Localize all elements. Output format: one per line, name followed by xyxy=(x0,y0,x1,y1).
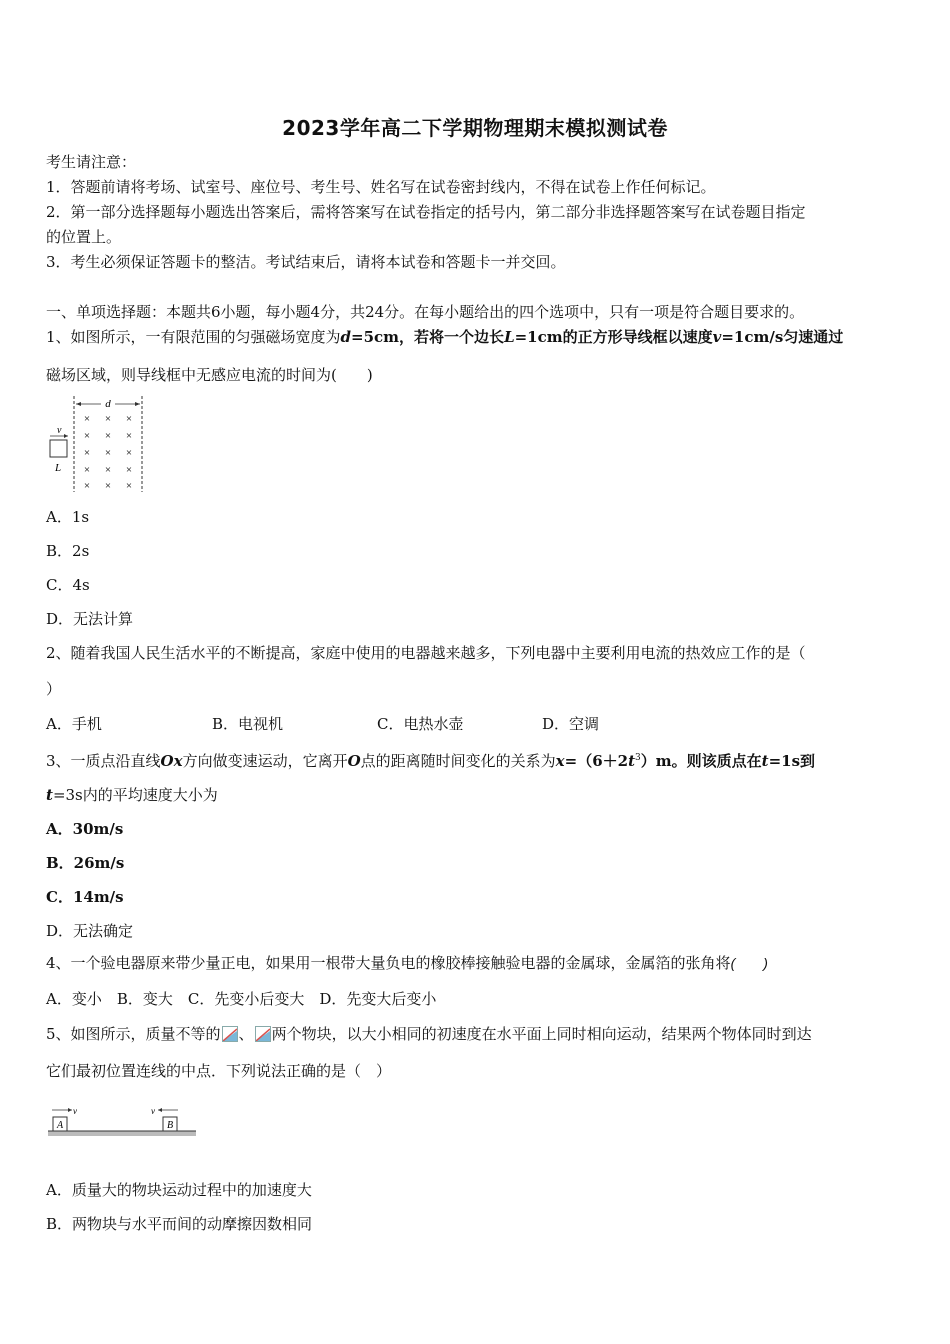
section-heading: 一、单项选择题：本题共6小题，每小题4分，共24分。在每小题给出的四个选项中，只有一项是符合题目要求的。 xyxy=(46,303,805,321)
q1-option-b: B．2s xyxy=(46,542,90,560)
field-mark: × xyxy=(83,447,91,459)
q3-line2: t=3s内的平均速度大小为 xyxy=(46,786,218,804)
field-mark: × xyxy=(83,430,91,442)
q5-option-b: B．两物块与水平而间的动摩擦因数相同 xyxy=(46,1215,313,1233)
q5-line1: 5、如图所示，质量不等的 、 两个物块，以大小相同的初速度在水平面上同时相向运动，结果两个物体同时到达 xyxy=(46,1025,812,1043)
field-mark: × xyxy=(83,480,91,492)
q5-option-a: A．质量大的物块运动过程中的加速度大 xyxy=(46,1181,312,1199)
label-L: L xyxy=(55,462,62,474)
q5-line2: 它们最初位置连线的中点．下列说法正确的是（ ） xyxy=(46,1062,392,1080)
q1-option-a: A．1s xyxy=(46,508,90,526)
q4-options: A．变小 B．变大 C．先变小后变大 D．先变大后变小 xyxy=(46,990,437,1008)
field-mark: × xyxy=(125,464,133,476)
notice-heading: 考生请注意： xyxy=(46,153,137,171)
notice-item-1: 1．答题前请将考场、试室号、座位号、考生号、姓名写在试卷密封线内，不得在试卷上作任何标记。 xyxy=(46,178,716,196)
label-d: d xyxy=(105,398,111,410)
ground xyxy=(48,1131,196,1136)
label-v: v xyxy=(151,1106,155,1116)
q2-option-c: C．电热水壶 xyxy=(377,715,464,733)
q1-line2: 磁场区域，则导线框中无感应电流的时间为( ) xyxy=(46,366,373,384)
page-title: 2023学年高二下学期物理期末模拟测试卷 xyxy=(282,116,668,140)
field-mark: × xyxy=(104,413,112,425)
q2-option-d: D．空调 xyxy=(542,715,600,733)
q2-line1: 2、随着我国人民生活水平的不断提高，家庭中使用的电器越来越多，下列电器中主要利用电流的热效应工作的是（ xyxy=(46,644,806,662)
q1-line1: 1、如图所示，一有限范围的匀强磁场宽度为d=5cm，若将一个边长L=1cm的正方形导线框以速度v=1cm/s匀速通过 xyxy=(46,328,844,346)
label-v: v xyxy=(57,425,62,436)
field-mark: × xyxy=(125,447,133,459)
notice-item-3: 3．考生必须保证答题卡的整洁。考试结束后，请将本试卷和答题卡一并交回。 xyxy=(46,253,566,271)
field-mark: × xyxy=(125,413,133,425)
label-a: A xyxy=(56,1120,64,1131)
field-mark: × xyxy=(125,430,133,442)
label-b: B xyxy=(166,1120,174,1131)
q3-option-b: B．26m/s xyxy=(46,854,125,872)
block-b-icon xyxy=(255,1026,271,1042)
magnetic-field-figure xyxy=(46,394,150,494)
q3-option-d: D．无法确定 xyxy=(46,922,134,940)
q3-option-a: A．30m/s xyxy=(46,820,124,838)
q1-option-c: C．4s xyxy=(46,576,90,594)
square-loop xyxy=(50,440,67,457)
q4-line1: 4、一个验电器原来带少量正电，如果用一根带大量负电的橡胶棒接触验电器的金属球，金属箔的张角将( ) xyxy=(46,954,768,972)
field-mark: × xyxy=(104,447,112,459)
label-v: v xyxy=(73,1106,77,1116)
field-mark: × xyxy=(104,480,112,492)
q3-option-c: C．14m/s xyxy=(46,888,124,906)
blocks-figure xyxy=(46,1104,198,1142)
q2-line2: ） xyxy=(46,680,62,698)
field-mark: × xyxy=(104,464,112,476)
notice-item-2-cont: 的位置上。 xyxy=(46,228,122,246)
q2-option-a: A．手机 xyxy=(46,715,102,733)
field-mark: × xyxy=(125,480,133,492)
q3-line1: 3、一质点沿直线Ox方向做变速运动，它离开O点的距离随时间变化的关系为$x=(6+2t^3)m$。则该质点在t=1s到 xyxy=(46,752,816,770)
field-mark: × xyxy=(104,430,112,442)
field-mark: × xyxy=(83,413,91,425)
q1-option-d: D．无法计算 xyxy=(46,610,134,628)
notice-item-2: 2．第一部分选择题每小题选出答案后，需将答案写在试卷指定的括号内，第二部分非选择题答案写在试卷题目指定 xyxy=(46,203,806,221)
block-a-icon xyxy=(222,1026,238,1042)
q2-option-b: B．电视机 xyxy=(212,715,284,733)
field-mark: × xyxy=(83,464,91,476)
